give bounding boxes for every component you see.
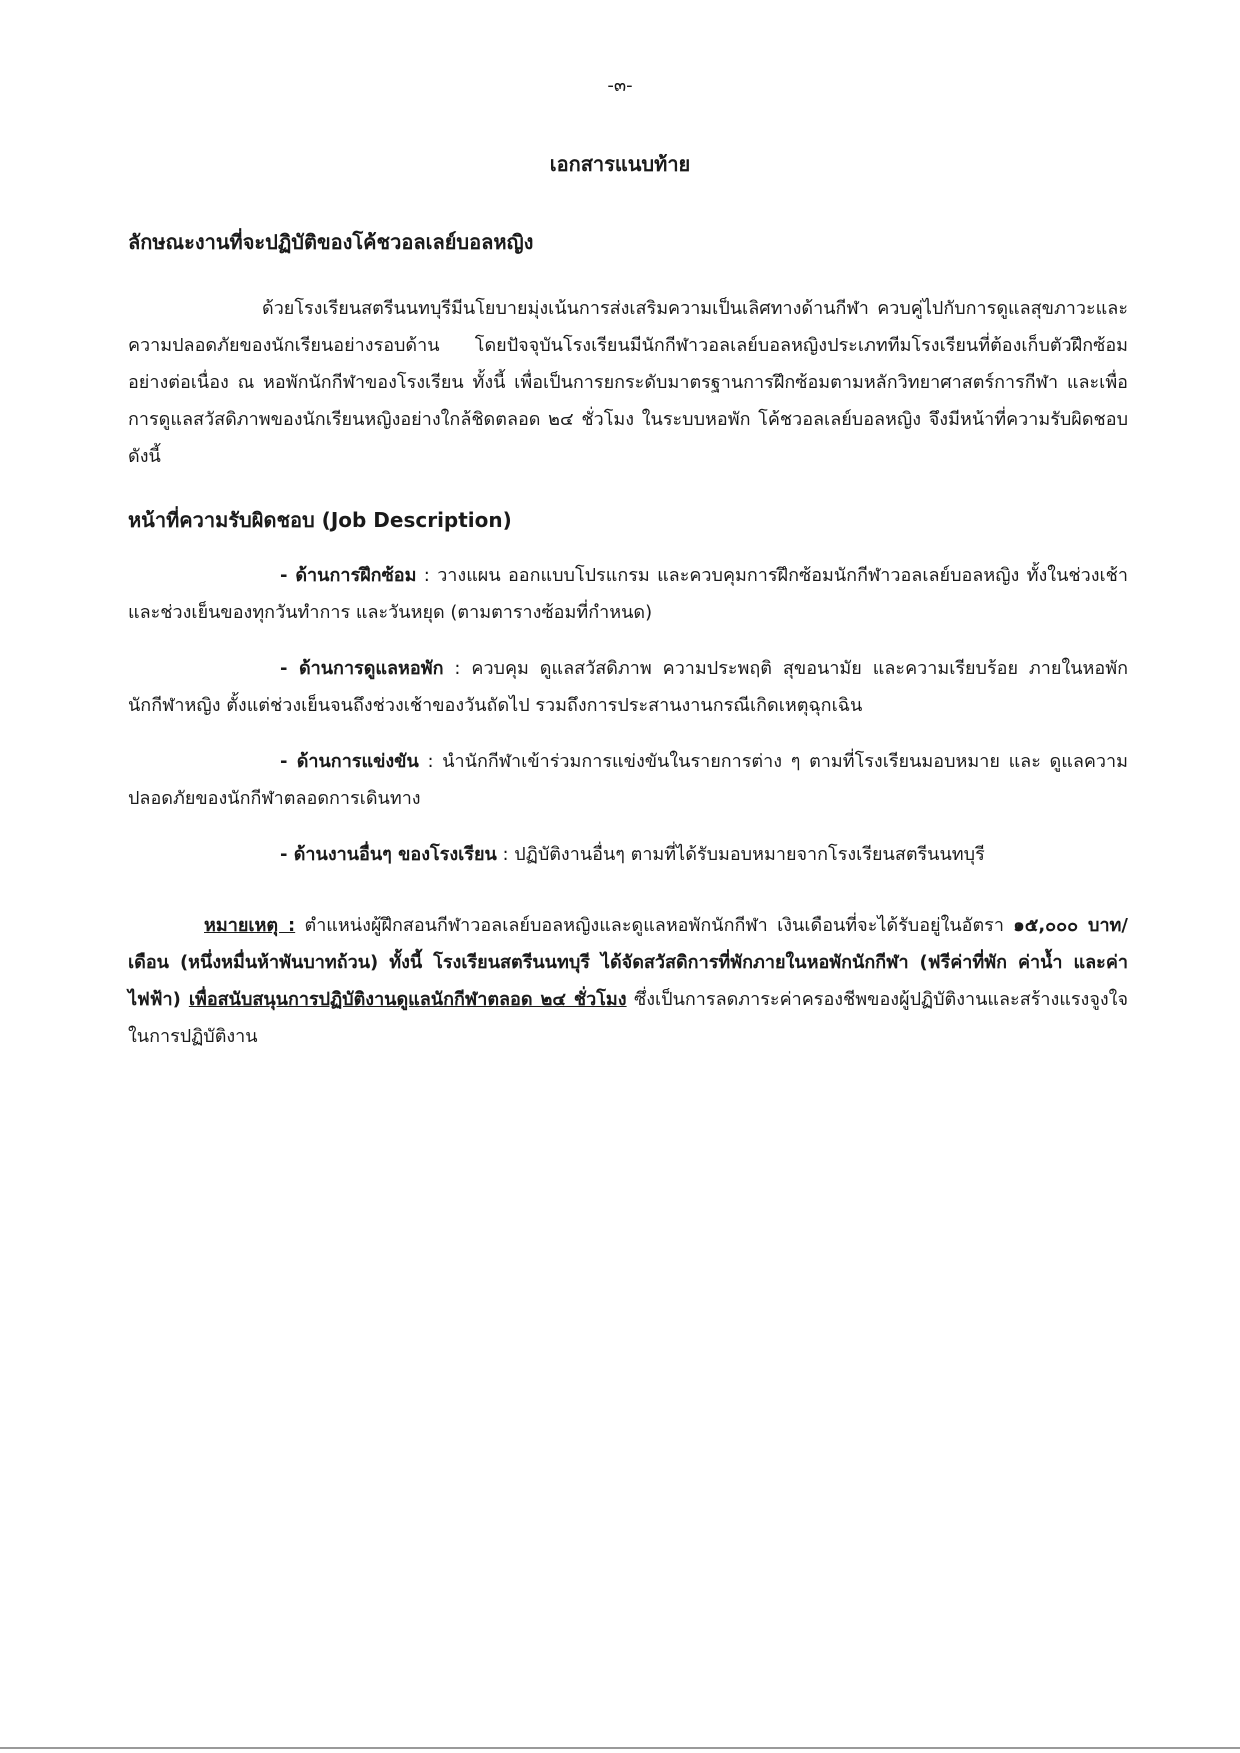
duty-label: - ด้านงานอื่นๆ ของโรงเรียน — [280, 844, 497, 865]
intro-paragraph: ด้วยโรงเรียนสตรีนนทบุรีมีนโยบายมุ่งเน้นการส่งเสริมความเป็นเลิศทางด้านกีฬา ควบคู่ไปกับการดูแลสุขภาวะและความปลอดภัยของนักเรียนอย่างรอบด้าน โดยปัจจุบันโรงเรียนมีนักกีฬาวอลเลย์บอลหญิงประเภททีมโรงเรียนที่ต้องเก็บตัวฝึกซ้อมอย่างต่อเนื่อง ณ หอพักนักกีฬาของโรงเรียน ทั้งนี้ เพื่อเป็นการยกระดับมาตรฐานการฝึกซ้อมตามหลักวิทยาศาสตร์การกีฬา และเพื่อการดูแลสวัสดิภาพของนักเรียนหญิงอย่างใกล้ชิดตลอด ๒๔ ชั่วโมง ในระบบหอพัก โค้ชวอลเลย์บอลหญิง จึงมีหน้าที่ความรับผิดชอบดังนี้ — [128, 298, 1128, 467]
note-emphasis: เพื่อสนับสนุนการปฏิบัติงานดูแลนักกีฬาตลอด ๒๔ ชั่วโมง — [188, 989, 627, 1010]
page-bottom-rule — [0, 1747, 1240, 1749]
duty-training — [128, 557, 1128, 631]
duty-label: - ด้านการดูแลหอพัก — [280, 658, 444, 679]
duty-other — [128, 836, 1128, 873]
note-label: หมายเหตุ : — [204, 915, 296, 936]
job-heading: ลักษณะงานที่จะปฏิบัติของโค้ชวอลเลย์บอลหญิง — [128, 230, 534, 254]
duty-text: : ปฏิบัติงานอื่นๆ ตามที่ได้รับมอบหมายจากโรงเรียนสตรีนนทบุรี — [496, 844, 985, 865]
note-text-end: ซึ่งเป็นการลดภาระค่าครองชีพของผู้ปฏิบัติงานและสร้างแรงจูงใจในการปฏิบัติงาน — [128, 989, 1128, 1047]
duty-label: - ด้านการฝึกซ้อม — [280, 565, 417, 586]
page-number: -๓- — [607, 75, 633, 96]
note-salary: ๑๕,๐๐๐ บาท/เดือน (หนึ่งหมื่นห้าพันบาทถ้วน) ทั้งนี้ โรงเรียนสตรีนนทบุรี ได้จัดสวัสดิการที่พักภายในหอพักนักกีฬา (ฟรีค่าที่พัก ค่าน้ำ และค่าไฟฟ้า) — [128, 915, 1128, 1010]
note-paragraph — [128, 907, 1128, 1055]
document-title: เอกสารแนบท้าย — [549, 152, 691, 176]
duty-label: - ด้านการแข่งขัน — [280, 751, 419, 772]
duties-heading: หน้าที่ความรับผิดชอบ (Job Description) — [128, 508, 512, 532]
duty-text: : ควบคุม ดูแลสวัสดิภาพ ความประพฤติ สุขอนามัย และความเรียบร้อย ภายในหอพักนักกีฬาหญิง ตั้งแต่ช่วงเย็นจนถึงช่วงเช้าของวันถัดไป รวมถึงการประสานงานกรณีเกิดเหตุฉุกเฉิน — [128, 658, 1128, 716]
duty-text: : นำนักกีฬาเข้าร่วมการแข่งขันในรายการต่าง ๆ ตามที่โรงเรียนมอบหมาย และ ดูแลความปลอดภัยของนักกีฬาตลอดการเดินทาง — [128, 751, 1128, 809]
duty-text: : วางแผน ออกแบบโปรแกรม และควบคุมการฝึกซ้อมนักกีฬาวอลเลย์บอลหญิง ทั้งในช่วงเช้าและช่วงเย็นของทุกวันทำการ และวันหยุด (ตามตารางซ้อมที่กำหนด) — [128, 565, 1128, 623]
duty-competition — [128, 743, 1128, 817]
note-text: ตำแหน่งผู้ฝึกสอนกีฬาวอลเลย์บอลหญิงและดูแลหอพักนักกีฬา เงินเดือนที่จะได้รับอยู่ในอัตรา — [295, 915, 1014, 936]
duty-dormitory — [128, 650, 1128, 724]
